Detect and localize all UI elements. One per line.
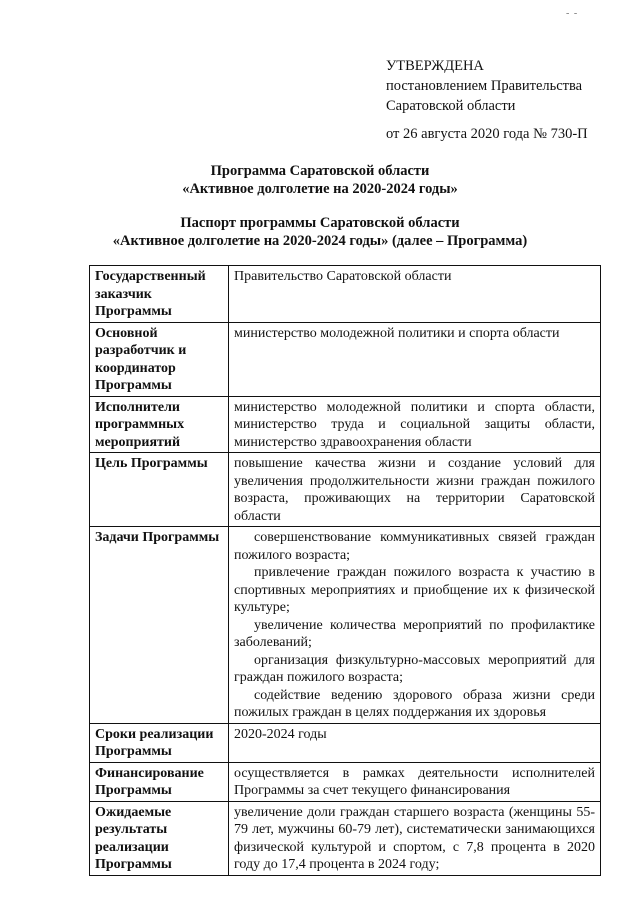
approval-heading: УТВЕРЖДЕНА xyxy=(386,58,484,74)
value-paragraph: министерство молодежной политики и спорта области, министерство труда и социальной защиты области, министерство здравоохранения области xyxy=(234,399,595,450)
row-label: Исполнители программных мероприятий xyxy=(90,396,229,453)
row-value xyxy=(229,801,601,875)
passport-title-line: «Активное долголетие на 2020-2024 годы» (далее – Программа) xyxy=(112,233,528,249)
row-label: Государственный заказчик Программы xyxy=(90,266,229,323)
row-value xyxy=(229,322,601,396)
program-title-line: «Активное долголетие на 2020-2024 годы» xyxy=(182,181,458,197)
approval-date-number: от 26 августа 2020 года № 730-П xyxy=(386,126,588,142)
row-value xyxy=(229,723,601,762)
value-paragraph: увеличение количества мероприятий по профилактике заболеваний; xyxy=(234,617,595,650)
passport-table xyxy=(89,265,601,876)
row-value xyxy=(229,266,601,323)
value-paragraph: привлечение граждан пожилого возраста к участию в спортивных мероприятиях и приобщение их к физической культуре; xyxy=(234,565,595,615)
program-title-line: Программа Саратовской области xyxy=(210,163,430,179)
table-row xyxy=(90,266,601,323)
table-row xyxy=(90,527,601,724)
passport-title xyxy=(0,214,640,250)
table-row xyxy=(90,723,601,762)
value-paragraph: совершенствование коммуникативных связей граждан пожилого возраста; xyxy=(234,530,595,563)
table-row xyxy=(90,322,601,396)
row-value xyxy=(229,453,601,527)
row-label: Сроки реализации Программы xyxy=(90,723,229,762)
row-value xyxy=(229,527,601,724)
table-row xyxy=(90,453,601,527)
value-paragraph: 2020-2024 годы xyxy=(234,726,327,742)
value-paragraph: увеличение доли граждан старшего возраста (женщины 55-79 лет, мужчины 60-79 лет), систематически занимающихся физической культурой и спортом, с 7,8 процента в 2020 году до 17,4 процента в 2024 году; xyxy=(234,804,595,872)
row-value xyxy=(229,762,601,801)
row-label: Финансирование Программы xyxy=(90,762,229,801)
scan-mark: - - xyxy=(566,8,579,19)
row-label: Задачи Программы xyxy=(90,527,229,724)
value-paragraph: осуществляется в рамках деятельности исполнителей Программы за счет текущего финансирования xyxy=(234,765,595,798)
row-label: Ожидаемые результаты реализации Программы xyxy=(90,801,229,875)
approval-stamp xyxy=(386,56,588,144)
approval-line: постановлением Правительства xyxy=(386,78,583,94)
program-title xyxy=(0,162,640,198)
value-paragraph: повышение качества жизни и создание условий для увеличения продолжительности жизни граждан пожилого возраста, проживающих на территории Саратовской области xyxy=(234,456,595,524)
passport-title-line: Паспорт программы Саратовской области xyxy=(180,215,460,231)
row-value xyxy=(229,396,601,453)
row-label: Цель Программы xyxy=(90,453,229,527)
table-row xyxy=(90,801,601,875)
row-label: Основной разработчик и координатор Программы xyxy=(90,322,229,396)
value-paragraph: министерство молодежной политики и спорта области xyxy=(234,325,560,341)
value-paragraph: содействие ведению здорового образа жизни среди пожилых граждан в целях поддержания их здоровья xyxy=(234,687,595,720)
table-row xyxy=(90,396,601,453)
value-paragraph: Правительство Саратовской области xyxy=(234,269,452,284)
approval-line: Саратовской области xyxy=(386,98,516,114)
value-paragraph: организация физкультурно-массовых мероприятий для граждан пожилого возраста; xyxy=(234,652,595,685)
table-row xyxy=(90,762,601,801)
